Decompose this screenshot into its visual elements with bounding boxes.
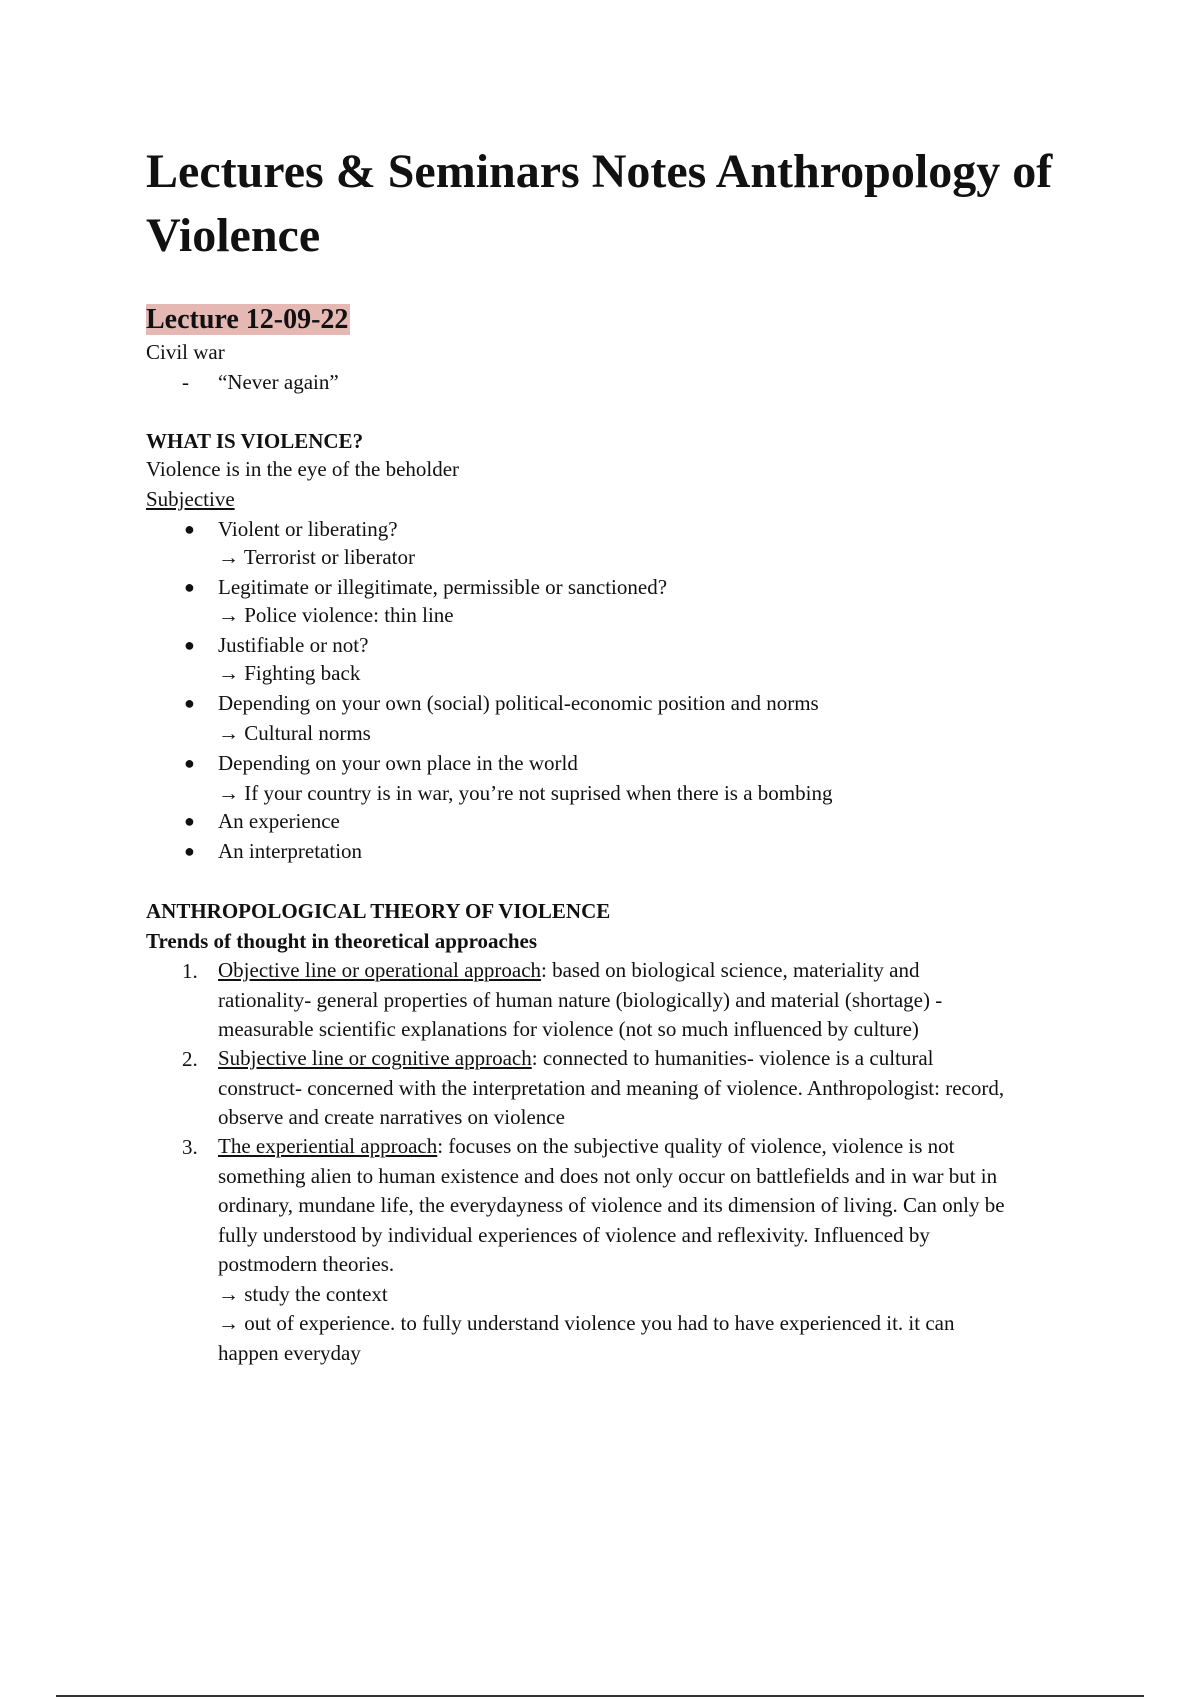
bullet-marker: ● xyxy=(184,519,195,539)
numbered-item xyxy=(218,1044,1058,1133)
numbered-item xyxy=(218,1132,1058,1368)
bullet-item: An interpretation xyxy=(218,839,363,863)
item-line: ordinary, mundane life, the everydayness of violence and its dimension of living. Can only be xyxy=(218,1193,1005,1217)
bullet-item: An experience xyxy=(218,809,340,833)
item-line: → study the context xyxy=(218,1281,388,1306)
item-line: fully understood by individual experiences of violence and reflexivity. Influenced by xyxy=(218,1222,930,1247)
bullet-sub-item: → Terrorist or liberator xyxy=(218,545,415,569)
bullet-item: Legitimate or illegitimate, permissible or sanctioned? xyxy=(218,575,668,599)
item-line: construct- concerned with the interpretation and meaning of violence. Anthropologist: record, xyxy=(218,1075,1005,1100)
item-line: something alien to human existence and does not only occur on battlefields and in war but in xyxy=(218,1163,998,1188)
item-line: rationality- general properties of human nature (biologically) and material (shortage) - xyxy=(218,987,943,1012)
bullet-marker: ● xyxy=(184,753,195,773)
bullet-marker: ● xyxy=(184,811,195,831)
lecture-topic: Civil war xyxy=(146,340,225,364)
dash-marker: - xyxy=(182,370,189,394)
numbered-item xyxy=(218,956,1058,1045)
list-number: 1. xyxy=(182,959,198,983)
list-number: 2. xyxy=(182,1047,198,1071)
dash-item: “Never again” xyxy=(218,370,339,394)
bullet-marker: ● xyxy=(184,577,195,597)
bullet-item: Justifiable or not? xyxy=(218,633,369,657)
section-heading-anthropological-theory: ANTHROPOLOGICAL THEORY OF VIOLENCE xyxy=(146,899,611,923)
bullet-sub-item: → If your country is in war, you’re not suprised when there is a bombing xyxy=(218,781,833,805)
approach-term: Subjective line or cognitive approach xyxy=(218,1046,532,1070)
item-line: postmodern theories. xyxy=(218,1252,395,1276)
item-line: : focuses on the subjective quality of violence, violence is not xyxy=(437,1134,955,1158)
item-line: observe and create narratives on violence xyxy=(218,1105,565,1129)
section-heading-what-is-violence: WHAT IS VIOLENCE? xyxy=(146,429,364,453)
bullet-marker: ● xyxy=(184,693,195,713)
item-line: happen everyday xyxy=(218,1340,361,1365)
approach-term: The experiential approach xyxy=(218,1134,438,1158)
document-title: Lectures & Seminars Notes Anthropology of Violence xyxy=(146,145,1053,262)
lecture-heading-text: Lecture 12-09-22 xyxy=(146,304,349,335)
bullet-sub-item: → Fighting back xyxy=(218,661,361,685)
lecture-heading xyxy=(146,302,350,338)
item-line: : connected to humanities- violence is a cultural xyxy=(531,1046,934,1070)
approach-term: Objective line or operational approach xyxy=(218,958,542,982)
section-intro: Violence is in the eye of the beholder xyxy=(146,457,460,481)
list-number: 3. xyxy=(182,1135,198,1159)
bullet-marker: ● xyxy=(184,841,195,861)
item-line: : based on biological science, materiality and xyxy=(541,958,920,982)
bullet-sub-item: → Police violence: thin line xyxy=(218,603,454,627)
bullet-item: Depending on your own (social) political-economic position and norms xyxy=(218,691,819,715)
item-line: measurable scientific explanations for violence (not so much influenced by culture) xyxy=(218,1017,919,1041)
bullet-sub-item: → Cultural norms xyxy=(218,721,371,745)
subheading-trends: Trends of thought in theoretical approaches xyxy=(146,929,538,953)
bullet-item: Violent or liberating? xyxy=(218,517,398,541)
subheading-subjective: Subjective xyxy=(146,487,235,511)
bullet-item: Depending on your own place in the world xyxy=(218,751,578,775)
bullet-marker: ● xyxy=(184,635,195,655)
item-line: → out of experience. to fully understand violence you had to have experienced it. it can xyxy=(218,1311,955,1335)
footer-divider xyxy=(56,1695,1144,1697)
